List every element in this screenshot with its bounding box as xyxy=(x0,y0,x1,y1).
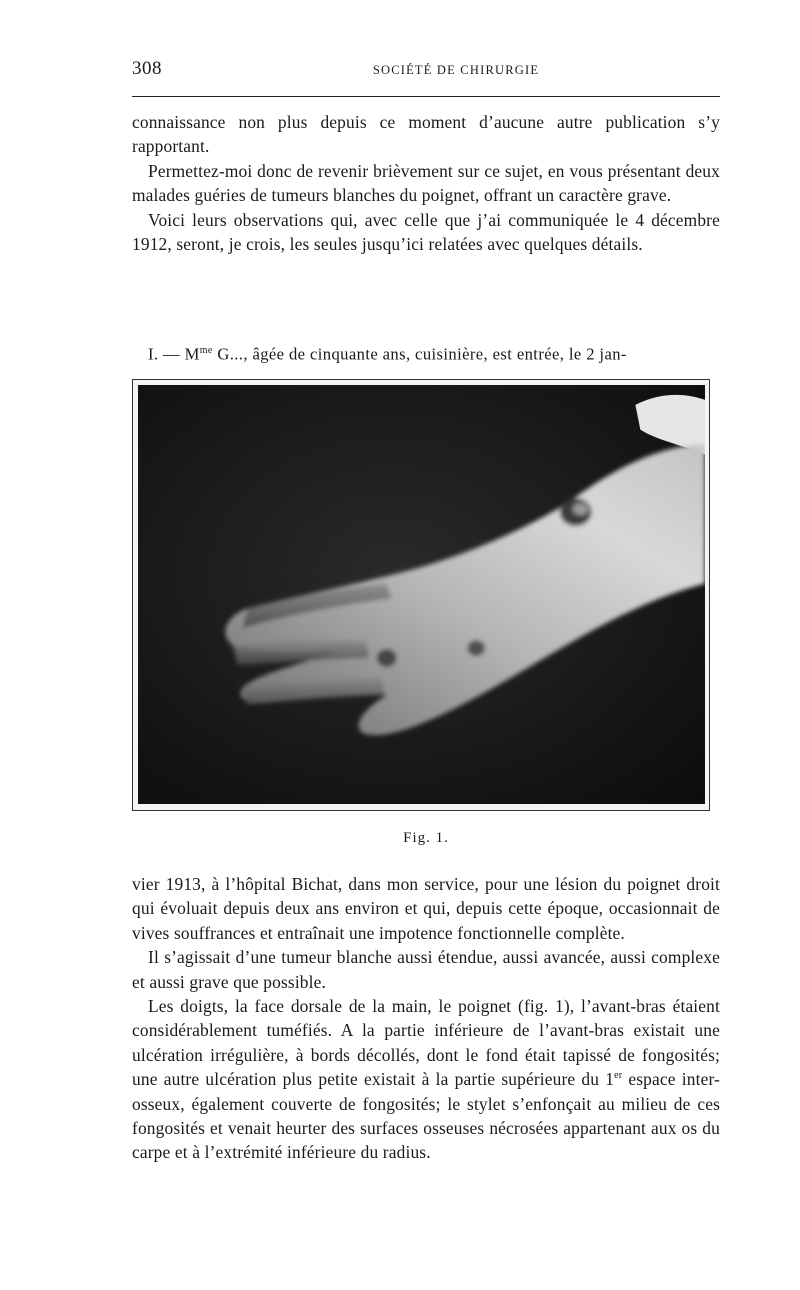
paragraph: Permettez-moi donc de revenir brièvement sur ce sujet, en vous présentant deux malades guéries de tumeurs blanches du poignet, offrant un caractère grave. xyxy=(132,160,720,206)
case-rest: G..., âgée de cinquante ans, cuisinière, est entrée, le 2 jan- xyxy=(212,344,627,364)
header-rule xyxy=(132,96,720,97)
figure-photograph xyxy=(132,379,710,811)
hand-photograph xyxy=(138,385,705,804)
paragraph-part: Les doigts, la face dorsale de la main, le poignet (fig. 1), l’avant-bras étaient considérablement tuméfiés. A la partie inférieure de l’avant-bras existait une ulcération irrégulière, à bords décollés, dont le fond était tapissé de fongosités; une autre ulcération plus petite existait à la partie supérieure du 1 xyxy=(132,996,720,1090)
ordinal-sup: er xyxy=(614,1070,623,1082)
paragraph: Voici leurs observations qui, avec celle que j’ai communiquée le 4 décembre 1912, seront, je crois, les seules jusqu’ici relatées avec quelques détails. xyxy=(132,209,720,255)
paragraph: vier 1913, à l’hôpital Bichat, dans mon service, pour une lésion du poignet droit qui évoluait depuis deux ans environ et qui, depuis cette époque, occasionnait de vives souffrances et entraînait une impotence fonctionnelle complète. xyxy=(132,874,720,943)
paragraph xyxy=(132,994,720,1165)
case-heading-line xyxy=(132,339,720,367)
body-text-top xyxy=(132,110,720,256)
paragraph: connaissance non plus depuis ce moment d’aucune autre publication s’y rapportant. xyxy=(132,112,720,157)
case-prefix: I. — M xyxy=(148,344,200,364)
running-head: SOCIÉTÉ DE CHIRURGIE xyxy=(372,63,540,77)
body-text-bottom xyxy=(132,872,720,1165)
paragraph-part: espace inter-osseux, également couverte de fongosités; le stylet s’enfonçait au milieu de ces fongosités et venait heurter des surfaces osseuses nécrosées appartenant aux os du carpe et à l’extrémité inférieure du radius. xyxy=(132,1069,721,1163)
page-header xyxy=(132,58,720,84)
page-number: 308 xyxy=(132,58,162,79)
figure-caption: Fig. 1. xyxy=(403,830,449,846)
case-title-sup: me xyxy=(199,345,213,356)
paragraph: Il s’agissait d’une tumeur blanche aussi étendue, aussi avancée, aussi complexe et aussi grave que possible. xyxy=(132,947,720,992)
